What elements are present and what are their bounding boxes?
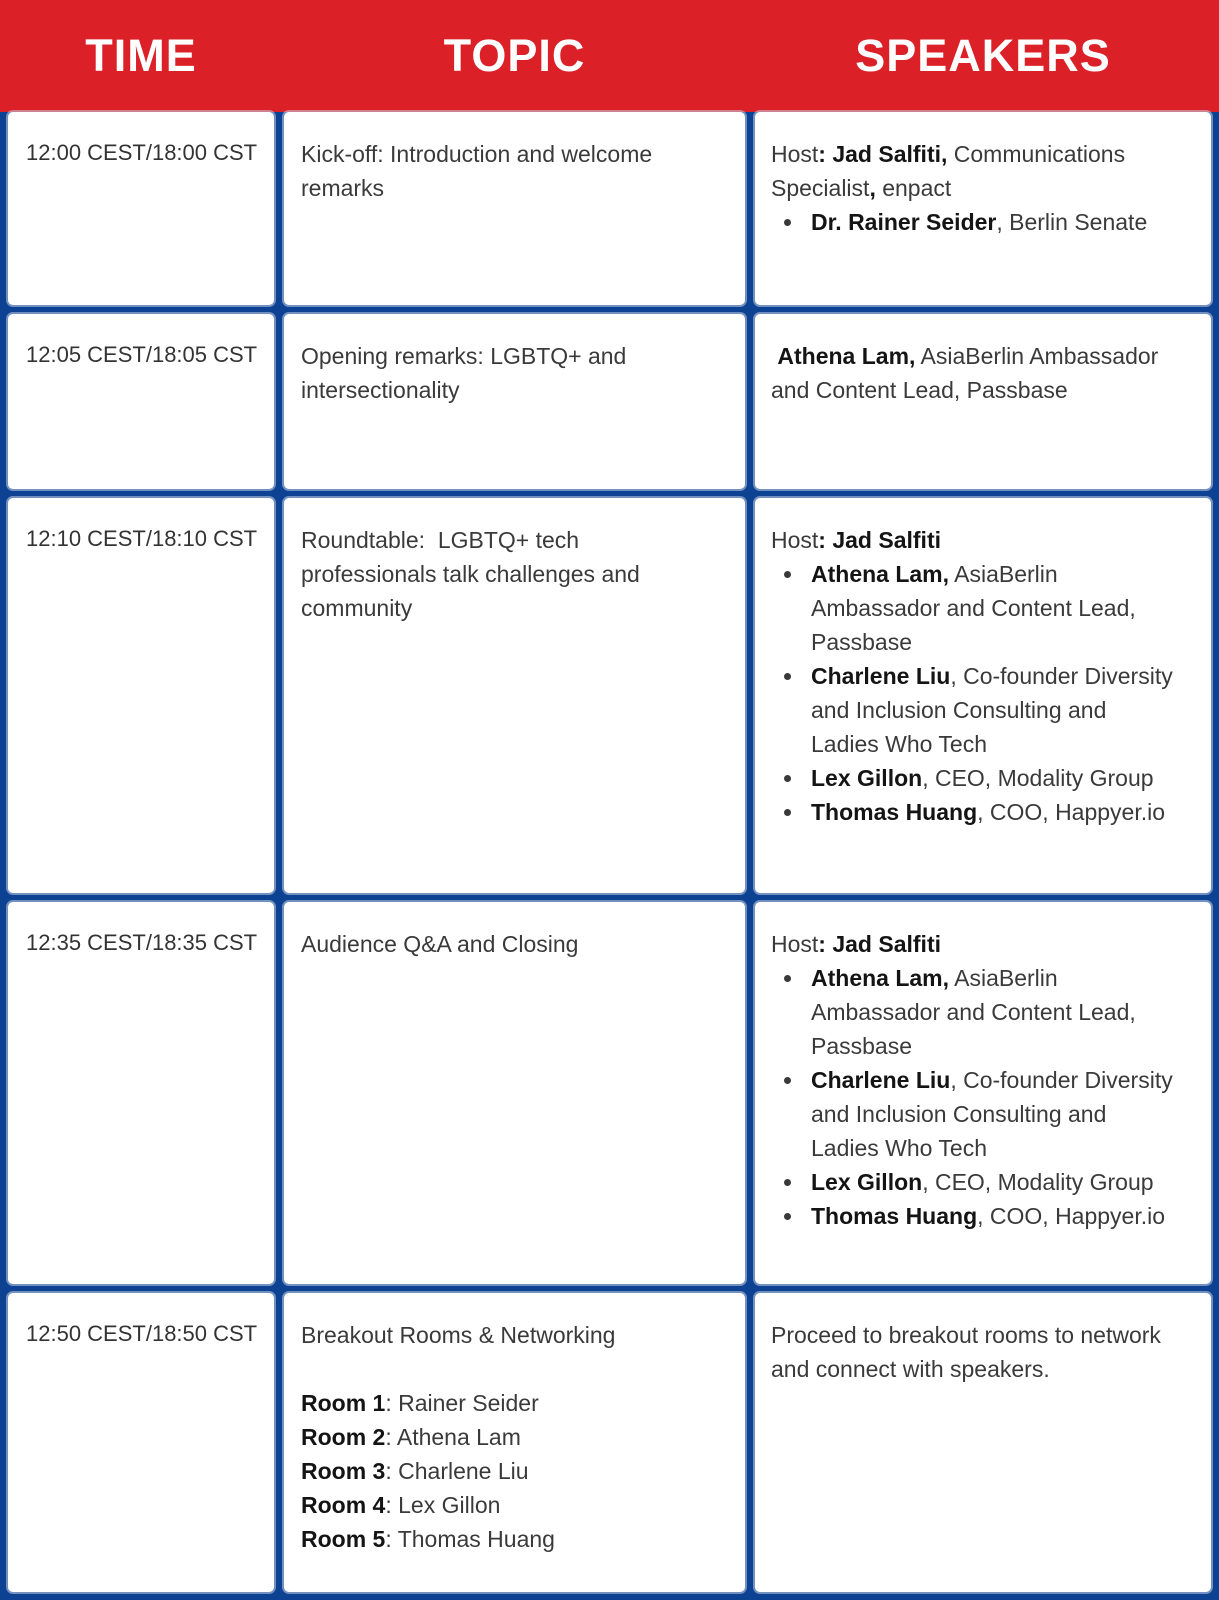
paragraph bbox=[771, 523, 1199, 557]
bold-text: : Jad Salfiti bbox=[818, 527, 941, 553]
topic-cell-row4 bbox=[284, 902, 745, 1284]
text: Ladies Who Tech bbox=[811, 1135, 988, 1161]
bold-text: Dr. Rainer Seider bbox=[811, 209, 997, 235]
speaker-item bbox=[805, 1063, 1199, 1165]
speaker-item bbox=[805, 795, 1199, 829]
paragraph bbox=[771, 927, 1199, 961]
text: , COO, Happyer.io bbox=[977, 799, 1166, 825]
text: remarks bbox=[301, 175, 385, 201]
bold-text: Lex Gillon bbox=[811, 1169, 923, 1195]
speaker-item bbox=[805, 1199, 1199, 1233]
text: Ambassador and Content Lead, bbox=[811, 999, 1136, 1025]
speakers-cell-row5 bbox=[755, 1293, 1211, 1592]
text: AsiaBerlin bbox=[949, 561, 1058, 587]
header-time: TIME bbox=[85, 30, 197, 81]
text: , COO, Happyer.io bbox=[977, 1203, 1166, 1229]
topic-cell-row5 bbox=[284, 1293, 745, 1592]
text: , CEO, Modality Group bbox=[922, 1169, 1154, 1195]
bold-text: Athena Lam, bbox=[811, 965, 950, 991]
text: Opening remarks: LGBTQ+ and bbox=[301, 343, 627, 369]
bold-text: Lex Gillon bbox=[811, 765, 923, 791]
time-text: 12:05 CEST/18:05 CST bbox=[26, 342, 258, 367]
paragraph bbox=[771, 339, 1199, 407]
schedule-body bbox=[0, 112, 1219, 1600]
bold-text: Athena Lam, bbox=[777, 343, 916, 369]
text: professionals talk challenges and bbox=[301, 561, 640, 587]
text: Kick-off: Introduction and welcome bbox=[301, 141, 653, 167]
time-text: 12:35 CEST/18:35 CST bbox=[26, 930, 258, 955]
table-header bbox=[0, 0, 1219, 112]
paragraph bbox=[301, 927, 729, 961]
text: : Athena Lam bbox=[385, 1424, 521, 1450]
text: community bbox=[301, 595, 413, 621]
text: Proceed to breakout rooms to network bbox=[771, 1322, 1161, 1348]
bold-text: Room 5 bbox=[301, 1526, 386, 1552]
bold-text: Thomas Huang bbox=[811, 1203, 978, 1229]
time-cell-row1 bbox=[8, 112, 274, 305]
speakers-cell-row3 bbox=[755, 498, 1211, 893]
text: , Co-founder Diversity bbox=[950, 1067, 1173, 1093]
text: and Inclusion Consulting and bbox=[811, 697, 1107, 723]
paragraph bbox=[301, 1488, 729, 1522]
paragraph bbox=[301, 523, 729, 625]
text: Host bbox=[771, 141, 819, 167]
bold-text: , bbox=[869, 175, 876, 201]
time-text: 12:00 CEST/18:00 CST bbox=[26, 140, 258, 165]
speaker-item bbox=[805, 761, 1199, 795]
paragraph bbox=[771, 137, 1199, 205]
speaker-item bbox=[805, 659, 1199, 761]
paragraph bbox=[301, 137, 729, 205]
text: : Thomas Huang bbox=[385, 1526, 555, 1552]
speaker-item bbox=[805, 1165, 1199, 1199]
time-cell-row3 bbox=[8, 498, 274, 893]
text: Passbase bbox=[811, 1033, 913, 1059]
topic-cell-row3 bbox=[284, 498, 745, 893]
text: Communications bbox=[947, 141, 1126, 167]
bold-text: Room 4 bbox=[301, 1492, 386, 1518]
speakers-cell-row4 bbox=[755, 902, 1211, 1284]
text: : Charlene Liu bbox=[385, 1458, 529, 1484]
speaker-list bbox=[771, 205, 1199, 239]
text: Passbase bbox=[811, 629, 913, 655]
speaker-list bbox=[771, 961, 1199, 1233]
text: , Co-founder Diversity bbox=[950, 663, 1173, 689]
text: , CEO, Modality Group bbox=[922, 765, 1154, 791]
bold-text: : Jad Salfiti, bbox=[818, 141, 948, 167]
time-cell-row2 bbox=[8, 314, 274, 489]
text: Breakout Rooms & Networking bbox=[301, 1322, 616, 1348]
text: and Content Lead, Passbase bbox=[771, 377, 1068, 403]
paragraph bbox=[301, 339, 729, 407]
text: enpact bbox=[875, 175, 952, 201]
text: intersectionality bbox=[301, 377, 460, 403]
paragraph bbox=[301, 1386, 729, 1420]
text: and connect with speakers. bbox=[771, 1356, 1050, 1382]
paragraph bbox=[301, 1420, 729, 1454]
text: , Berlin Senate bbox=[996, 209, 1148, 235]
speaker-item bbox=[805, 557, 1199, 659]
paragraph bbox=[301, 1318, 729, 1352]
paragraph bbox=[771, 1318, 1199, 1386]
text: : Lex Gillon bbox=[385, 1492, 501, 1518]
text: Audience Q&A and Closing bbox=[301, 931, 579, 957]
bold-text: Thomas Huang bbox=[811, 799, 978, 825]
topic-cell-row1 bbox=[284, 112, 745, 305]
speaker-list bbox=[771, 557, 1199, 829]
topic-cell-row2 bbox=[284, 314, 745, 489]
bold-text: Charlene Liu bbox=[811, 663, 951, 689]
time-cell-row4 bbox=[8, 902, 274, 1284]
bold-text: Room 3 bbox=[301, 1458, 386, 1484]
speaker-item bbox=[805, 961, 1199, 1063]
text: Specialist bbox=[771, 175, 870, 201]
time-cell-row5 bbox=[8, 1293, 274, 1592]
paragraph bbox=[301, 1454, 729, 1488]
text: AsiaBerlin bbox=[949, 965, 1058, 991]
text: Ambassador and Content Lead, bbox=[811, 595, 1136, 621]
bold-text: Charlene Liu bbox=[811, 1067, 951, 1093]
header-topic: TOPIC bbox=[443, 30, 586, 81]
text: Host bbox=[771, 931, 819, 957]
speakers-cell-row2 bbox=[755, 314, 1211, 489]
bold-text: Athena Lam, bbox=[811, 561, 950, 587]
text: Ladies Who Tech bbox=[811, 731, 988, 757]
speakers-cell-row1 bbox=[755, 112, 1211, 305]
time-text: 12:50 CEST/18:50 CST bbox=[26, 1321, 258, 1346]
bold-text: Room 2 bbox=[301, 1424, 386, 1450]
header-speakers: SPEAKERS bbox=[855, 30, 1111, 81]
speaker-item bbox=[805, 205, 1199, 239]
time-text: 12:10 CEST/18:10 CST bbox=[26, 526, 258, 551]
text: Host bbox=[771, 527, 819, 553]
text: and Inclusion Consulting and bbox=[811, 1101, 1107, 1127]
text: AsiaBerlin Ambassador bbox=[915, 343, 1159, 369]
text: : Rainer Seider bbox=[385, 1390, 539, 1416]
text: Roundtable: LGBTQ+ tech bbox=[301, 527, 580, 553]
spacer bbox=[301, 1352, 729, 1386]
bold-text: : Jad Salfiti bbox=[818, 931, 941, 957]
bold-text: Room 1 bbox=[301, 1390, 386, 1416]
paragraph bbox=[301, 1522, 729, 1556]
